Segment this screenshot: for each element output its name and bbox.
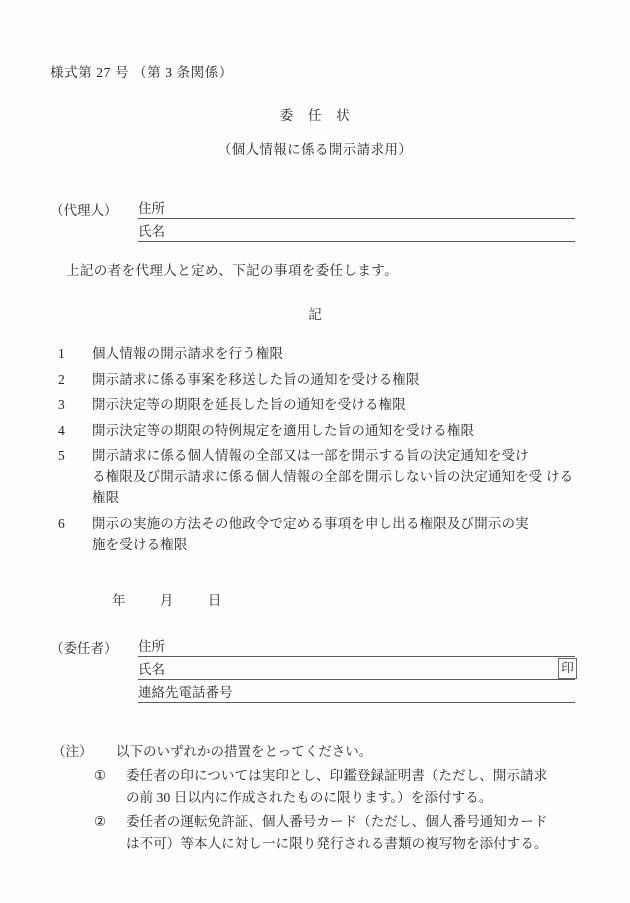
note-list-item (52, 811, 577, 855)
principal-phone-field[interactable] (138, 681, 575, 703)
item-number: 5 (58, 448, 65, 463)
item-text-line: 開示決定等の期限の特例規定を適用した旨の通知を受ける権限 (92, 422, 475, 438)
list-item (58, 513, 574, 555)
note-body-continuation: は不可）等本人に対し一に限り発行される書類の複写物を添付する。 (126, 836, 548, 851)
seal-stamp-box: 印 (558, 658, 577, 679)
item-number: 4 (58, 422, 65, 438)
item-text-line: 開示請求に係る個人情報の全部又は一部を開示する旨の決定通知を受け (92, 448, 529, 463)
authority-item-list (58, 343, 574, 559)
item-text (92, 420, 574, 441)
principal-section (50, 634, 575, 703)
principal-name-label: 氏名 (138, 662, 165, 677)
note-body-line: 委任者の印については実印とし、印鑑登録証明書（ただし、開示請求 (126, 768, 548, 783)
item-text-continuation: 施を受ける権限 (92, 536, 188, 552)
intro-sentence: 上記の者を代理人と定め、下記の事項を委任します。 (66, 263, 398, 278)
item-number: 3 (58, 397, 65, 412)
agent-address-label: 住所 (138, 201, 165, 216)
list-item (58, 343, 574, 364)
note-list-item (52, 765, 577, 809)
document-title: 委 任 状 (279, 108, 351, 123)
principal-phone-label: 連絡先電話番号 (138, 685, 233, 700)
title-block (0, 104, 630, 158)
form-number: 様式第 27 号 （第 3 条関係） (50, 65, 233, 80)
item-number: 1 (58, 346, 65, 361)
item-text-line: 開示の実施の方法その他政令で定める事項を申し出る権限及び開示の実 (92, 515, 529, 531)
notes-tag: （注） (52, 744, 93, 759)
notes-heading-row (52, 741, 577, 763)
item-text-continuation: る権限及び開示請求に係る個人情報の全部を開示しない旨の決定通知を受 ける権限 (92, 469, 574, 505)
item-text (92, 445, 574, 508)
agent-name-row (50, 219, 575, 242)
note-body (126, 765, 577, 809)
note-body-continuation: の前 30 日以内に作成されたものに限ります。）を添付する。 (126, 790, 493, 805)
note-marker: ① (94, 768, 107, 783)
notes-heading: 以下のいずれかの措置をとってください。 (116, 744, 373, 759)
note-body-line: 委任者の運転免許証、個人番号カード（ただし、個人番号通知カード (126, 814, 548, 829)
list-item (58, 369, 574, 390)
year-label: 年 (112, 593, 126, 608)
item-text-line: 開示請求に係る事案を移送した旨の通知を受ける権限 (92, 371, 420, 387)
list-item (58, 394, 574, 415)
notes-section (52, 741, 577, 855)
agent-name-field[interactable] (138, 220, 575, 242)
agent-section (50, 196, 575, 242)
month-label: 月 (159, 593, 174, 608)
note-body (126, 811, 577, 855)
principal-tag: （委任者） (50, 641, 118, 656)
item-text-line: 開示決定等の期限を延長した旨の通知を受ける権限 (92, 397, 406, 412)
principal-address-field[interactable] (138, 635, 575, 657)
principal-address-row (50, 634, 575, 657)
principal-name-row (50, 657, 575, 680)
date-line[interactable] (112, 589, 222, 609)
agent-address-field[interactable] (138, 197, 575, 219)
principal-phone-row (50, 680, 575, 703)
item-text (92, 369, 574, 390)
agent-address-row (50, 196, 575, 219)
principal-address-label: 住所 (138, 639, 165, 654)
item-number: 2 (58, 371, 65, 387)
principal-name-field[interactable] (138, 658, 575, 680)
ki-marker: 記 (308, 307, 322, 322)
list-item (58, 445, 574, 508)
agent-name-label: 氏名 (138, 224, 165, 239)
list-item (58, 420, 574, 441)
item-number: 6 (58, 515, 65, 531)
note-marker: ② (94, 814, 107, 829)
item-text (92, 513, 574, 555)
agent-tag: （代理人） (50, 203, 118, 218)
item-text (92, 343, 574, 364)
item-text (92, 394, 574, 415)
document-subtitle: （個人情報に係る開示請求用） (217, 142, 413, 157)
item-text-line: 個人情報の開示請求を行う権限 (92, 346, 284, 361)
day-label: 日 (207, 593, 222, 608)
